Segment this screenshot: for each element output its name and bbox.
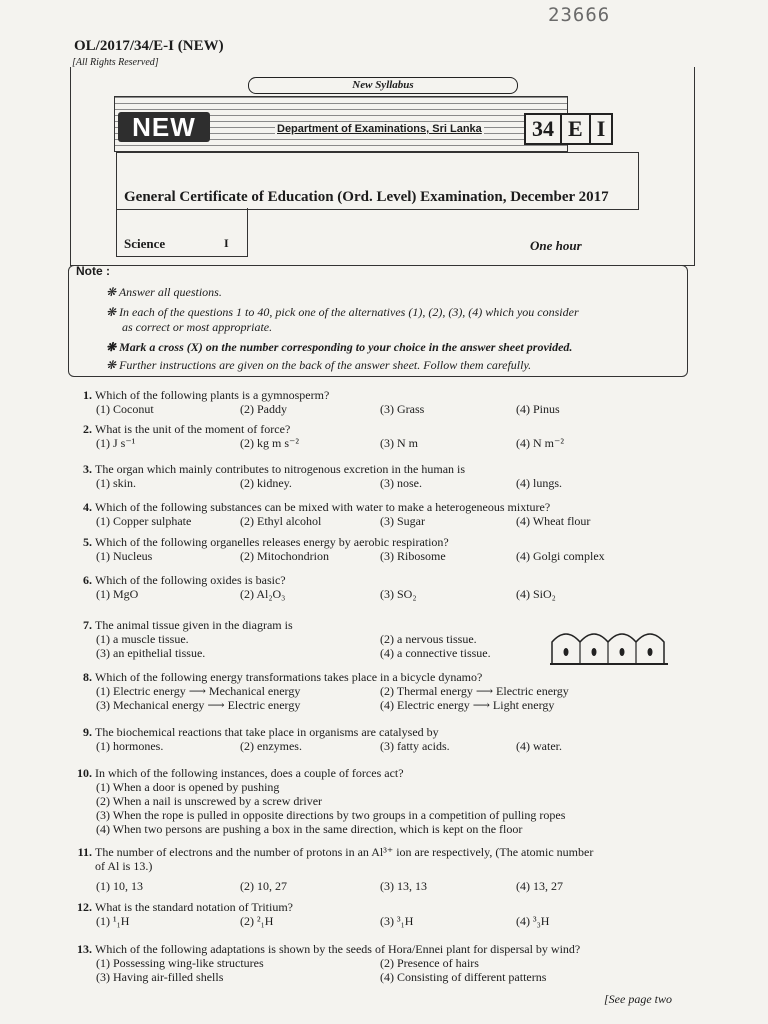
- answer-option: (2) Ethyl alcohol: [240, 514, 322, 528]
- question-text: Which of the following organelles releases energy by aerobic respiration?: [95, 535, 449, 549]
- question-text: What is the unit of the moment of force?: [95, 422, 291, 436]
- subject-english: Science: [124, 236, 166, 251]
- answer-option: (1) skin.: [96, 476, 136, 490]
- subject-number: I: [224, 236, 229, 250]
- paper-code: OL/2017/34/E-I (NEW): [74, 38, 224, 54]
- duration-english: One hour: [530, 238, 582, 253]
- code-part: E: [560, 115, 589, 143]
- answer-option: (2) enzymes.: [240, 739, 302, 753]
- exam-title-english: General Certificate of Education (Ord. Level) Examination, December 2017: [124, 189, 609, 205]
- department-name: Department of Examinations, Sri Lanka: [277, 123, 482, 135]
- note-line: ❋ Further instructions are given on the back of the answer sheet. Follow them carefully.: [106, 358, 532, 372]
- rights-reserved: [All Rights Reserved]: [72, 57, 159, 68]
- answer-option: (1) Nucleus: [96, 549, 153, 563]
- answer-option: (3) SO₂: [380, 587, 417, 601]
- page-footer: [See page two: [604, 992, 672, 1006]
- answer-option: (1) 10, 13: [96, 879, 143, 893]
- answer-option: (1) Copper sulphate: [96, 514, 192, 528]
- answer-option: (1) Electric energy ⟶ Mechanical energy: [96, 684, 301, 698]
- syllabus-badge: New Syllabus: [248, 77, 518, 94]
- answer-option: (2) Thermal energy ⟶ Electric energy: [380, 684, 569, 698]
- answer-option: (1) J s⁻¹: [96, 436, 136, 450]
- question-number: 3.: [83, 462, 92, 476]
- answer-option: (3) Sugar: [380, 514, 425, 528]
- answer-option: (1) Coconut: [96, 402, 154, 416]
- question-number: 11.: [77, 845, 92, 859]
- answer-option: (4) water.: [516, 739, 562, 753]
- answer-option: (1) When a door is opened by pushing: [96, 780, 280, 794]
- question-text: Which of the following oxides is basic?: [95, 573, 286, 587]
- answer-option: (3) nose.: [380, 476, 422, 490]
- answer-option: (2) Mitochondrion: [240, 549, 329, 563]
- question-text: Which of the following energy transformations takes place in a bicycle dynamo?: [95, 670, 483, 684]
- answer-option: (3) Ribosome: [380, 549, 446, 563]
- note-heading: Note :: [76, 264, 110, 278]
- question-number: 5.: [83, 535, 92, 549]
- new-logo: NEW: [118, 112, 210, 142]
- question-number: 2.: [83, 422, 92, 436]
- answer-option: (2) a nervous tissue.: [380, 632, 477, 646]
- question-text: The number of electrons and the number of protons in an Al³⁺ ion are respectively, (The atomic number: [95, 845, 594, 859]
- answer-option: (1) Possessing wing-like structures: [96, 956, 264, 970]
- answer-option: (1) MgO: [96, 587, 139, 601]
- answer-option: (4) Electric energy ⟶ Light energy: [380, 698, 555, 712]
- answer-option: (2) Presence of hairs: [380, 956, 479, 970]
- answer-option: (3) Mechanical energy ⟶ Electric energy: [96, 698, 301, 712]
- subject-code-box: [524, 113, 613, 145]
- answer-option: (3) N m: [380, 436, 418, 450]
- answer-option: (4) 13, 27: [516, 879, 563, 893]
- answer-option: (4) Wheat flour: [516, 514, 591, 528]
- answer-option: (4) When two persons are pushing a box in the same direction, which is kept on the floor: [96, 822, 523, 836]
- stamp-number: 23666: [548, 4, 611, 26]
- answer-option: (2) When a nail is unscrewed by a screw driver: [96, 794, 323, 808]
- question-number: 9.: [83, 725, 92, 739]
- answer-option: (3) When the rope is pulled in opposite directions by two groups in a competition of pulling ropes: [96, 808, 566, 822]
- question-number: 7.: [83, 618, 92, 632]
- answer-option: (1) hormones.: [96, 739, 164, 753]
- question-text: Which of the following plants is a gymnosperm?: [95, 388, 330, 402]
- note-line: ❋ Mark a cross (X) on the number corresponding to your choice in the answer sheet provided.: [106, 340, 573, 354]
- answer-option: (4) ³₃H: [516, 914, 550, 928]
- answer-option: (4) Consisting of different patterns: [380, 970, 547, 984]
- answer-option: (3) 13, 13: [380, 879, 427, 893]
- answer-option: (3) an epithelial tissue.: [96, 646, 206, 660]
- code-part: 34: [532, 116, 554, 141]
- question-number: 12.: [77, 900, 92, 914]
- answer-option: (3) Having air-filled shells: [96, 970, 224, 984]
- answer-option: (3) ³₁H: [380, 914, 414, 928]
- answer-option: (1) a muscle tissue.: [96, 632, 189, 646]
- question-number: 1.: [83, 388, 92, 402]
- answer-option: (3) fatty acids.: [380, 739, 450, 753]
- question-text: Which of the following adaptations is shown by the seeds of Hora/Ennei plant for dispersal by wind?: [95, 942, 581, 956]
- answer-option: (4) lungs.: [516, 476, 562, 490]
- answer-option: (4) a connective tissue.: [380, 646, 491, 660]
- answer-option: (2) kg m s⁻²: [240, 436, 299, 450]
- answer-option: (4) N m⁻²: [516, 436, 564, 450]
- answer-option: (2) Paddy: [240, 402, 287, 416]
- question-text: The animal tissue given in the diagram is: [95, 618, 293, 632]
- answer-option: (4) SiO₂: [516, 587, 556, 601]
- question-text: Which of the following substances can be mixed with water to make a heterogeneous mixture?: [95, 500, 551, 514]
- question-number: 8.: [83, 670, 92, 684]
- code-part: I: [589, 115, 612, 143]
- question-number: 10.: [77, 766, 92, 780]
- answer-option: (3) Grass: [380, 402, 425, 416]
- answer-option: (2) ²₁H: [240, 914, 274, 928]
- answer-option: (4) Golgi complex: [516, 549, 605, 563]
- answer-option: (2) Al₂O₃: [240, 587, 286, 601]
- note-line: as correct or most appropriate.: [122, 320, 273, 334]
- answer-option: (2) 10, 27: [240, 879, 287, 893]
- question-number: 6.: [83, 573, 92, 587]
- epithelial-tissue-diagram: [548, 628, 672, 668]
- question-text-cont: of Al is 13.): [95, 859, 153, 873]
- question-number: 13.: [77, 942, 92, 956]
- question-text: The organ which mainly contributes to nitrogenous excretion in the human is: [95, 462, 466, 476]
- note-line: ❋ Answer all questions.: [106, 285, 222, 299]
- answer-option: (4) Pinus: [516, 402, 560, 416]
- question-text: In which of the following instances, does a couple of forces act?: [95, 766, 404, 780]
- note-line: ❋ In each of the questions 1 to 40, pick one of the alternatives (1), (2), (3), (4) which you consider: [106, 305, 579, 319]
- answer-option: (2) kidney.: [240, 476, 292, 490]
- answer-option: (1) ¹₁H: [96, 914, 130, 928]
- question-text: What is the standard notation of Tritium?: [95, 900, 293, 914]
- question-text: The biochemical reactions that take place in organisms are catalysed by: [95, 725, 439, 739]
- question-number: 4.: [83, 500, 92, 514]
